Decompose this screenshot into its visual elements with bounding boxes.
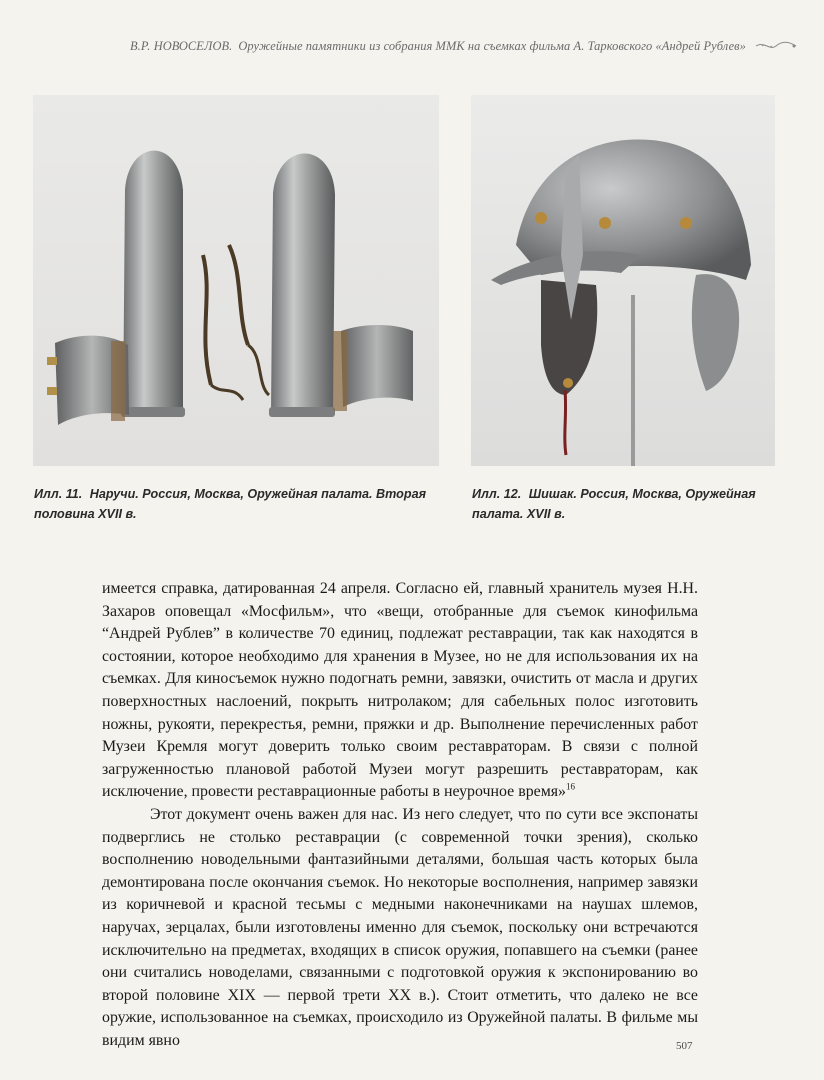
figure-11-caption [34, 484, 439, 524]
page-number: 507 [676, 1040, 693, 1052]
running-header [130, 34, 810, 58]
paragraph-2: Этот документ очень важен для нас. Из него следует, что по сути все экспонаты подверглись не столько реставрации (с современной точки зрения), сколько восполнению новодельными фантазийными деталями, большая часть которых была демонтирована после окончания съемок. Но некоторые восполнения, например завязки из коричневой и красной тесьмы с медными наконечниками на наушах шлемов, наручах, зерцалах, были изготовлены именно для съемок, поскольку они встречаются исключительно на предметах, входящих в список оружия, попавшего на съемки (ранее они считались новоделами, связанными с подготовкой оружия к экспонированию во второй половине XIX — первой трети XX в.). Стоит отметить, что далеко не все оружие, использованное на съемках, происходило из Оружейной палаты. В фильме мы видим явно [102, 805, 698, 1049]
bracers-illustration [33, 95, 439, 466]
figure-12-text: Шишак. Россия, Москва, Оружейная палата. XVII в. [472, 487, 756, 521]
ornament-icon [754, 39, 798, 53]
header-author: В.Р. НОВОСЕЛОВ. [130, 38, 233, 53]
figure-12-number: Илл. 12. [472, 487, 522, 501]
figure-11-number: Илл. 11. [34, 487, 83, 501]
header-title: Оружейные памятники из собрания ММК на съемках фильма А. Тарковского «Андрей Рублев» [238, 38, 746, 53]
body-text [102, 578, 698, 1052]
figure-11-text: Наручи. Россия, Москва, Оружейная палата. Вторая половина XVII в. [34, 487, 426, 521]
figure-helmet-image [471, 95, 775, 466]
figure-bracers-image [33, 95, 439, 466]
footnote-ref[interactable]: 16 [566, 782, 576, 793]
helmet-illustration [471, 95, 775, 466]
paragraph-1-text: имеется справка, датированная 24 апреля. Согласно ей, главный хранитель музея Н.Н. Захаров оповещал «Мосфильм», что «вещи, отобранные для съемок кинофильма “Андрей Рублев” в количестве 70 единиц, подлежат реставрации, так как находятся в состоянии, которое необходимо для хранения в Музее, но не для использования их на съемках. Для киносъемок нужно подогнать ремни, завязки, очистить от масла и других поверхностных наслоений, покрыть нитролаком; для сабельных полос изготовить ножны, рукояти, перекрестья, ремни, пряжки и др. Выполнение перечисленных работ Музеи Кремля могут доверить только своим реставраторам. В связи с полной загруженностью плановой работой Музеи могут разрешить реставраторам, как исключение, провести реставрационные работы в неурочное время» [102, 580, 698, 801]
figure-12-caption [472, 484, 772, 524]
paragraph-1 [102, 578, 698, 804]
